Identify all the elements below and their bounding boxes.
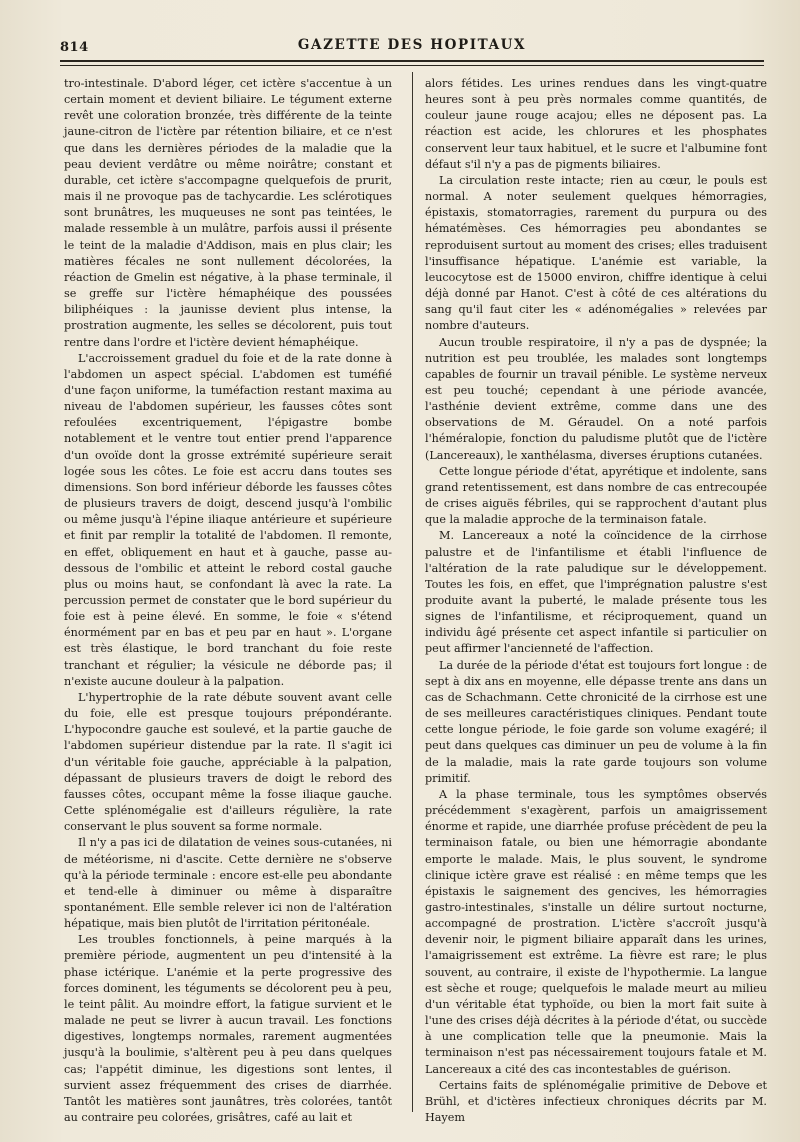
- paragraph: M. Lancereaux a noté la coïncidence de la cirrhose palustre et de l'infantilisme et établi l'influence de l'altération de la rate paludique sur le développement. Toutes les fois, en effet, que l'imprégnation palustre s'est produite avant la puberté, le malade présente tous les signes de l'infantilisme, et réciproquement, quand un individu âgé présente cet aspect infantile si particulier on peut affirmer l'ancienneté de l'affection.: [425, 529, 767, 656]
- paragraph: La circulation reste intacte; rien au cœur, le pouls est normal. A noter seulement quelques hémorragies, épistaxis, stomatorragies, rarement du purpura ou des hématémèses. Ces hémorragies peu abondantes se reproduisent surtout au moment des crises; elles traduisent l'insuffisance hépatique. L'anémie est variable, la leucocytose est de 15000 environ, chiffre identique à celui déjà donné par Hanot. C'est à côté de ces altérations du sang qu'il faut citer les « adénomégalies » relevées par nombre d'auteurs.: [425, 173, 767, 333]
- paragraph: Il n'y a pas ici de dilatation de veines sous-cutanées, ni de météorisme, ni d'ascite. Cette dernière ne s'observe qu'à la période terminale : encore est-elle peu abondante et tend-elle à diminuer ou même à disparaître spontanément. Elle semble relever ici non de l'altération hépatique, mais bien plutôt de l'irritation péritonéale.: [64, 836, 392, 931]
- paragraph: Cette longue période d'état, apyrétique et indolente, sans grand retentissement, est dans nombre de cas entrecoupée de crises aiguës fébriles, qui se rapprochent d'autant plus que la maladie approche de la terminaison fatale.: [425, 464, 767, 527]
- journal-title: GAZETTE DES HOPITAUX: [297, 37, 527, 53]
- header-rule-thin: [60, 65, 764, 66]
- paragraph: Certains faits de splénomégalie primitive de Debove et Brühl, et d'ictères infectieux chroniques décrits par M. Hayem: [425, 1078, 767, 1124]
- paragraph: alors fétides. Les urines rendues dans les vingt-quatre heures sont à peu près normales comme quantités, de couleur jaune rouge acajou; elles ne déposent pas. La réaction est acide, les chlorures et les phosphates conservent leur taux habituel, et le sucre et l'albumine font défaut s'il n'y a pas de pigments biliaires.: [425, 77, 767, 171]
- right-column: [425, 76, 767, 1126]
- paragraph: L'hypertrophie de la rate débute souvent avant celle du foie, elle est presque toujours prépondérante. L'hypocondre gauche est soulevé, et la partie gauche de l'abdomen supérieur distendue par la rate. Il s'agit ici d'un véritable foie gauche, appréciable à la palpation, dépassant de plusieurs travers de doigt le rebord des fausses côtes, occupant même la fosse iliaque gauche. Cette splénomégalie est d'ailleurs régulière, la rate conservant le plus souvent sa forme normale.: [64, 690, 392, 834]
- paragraph: tro-intestinale. D'abord léger, cet ictère s'accentue à un certain moment et devient biliaire. Le tégument externe revêt une coloration bronzée, très différente de la teinte jaune-citron de l'ictère par rétention biliaire, et ce n'est que dans les dernières périodes de la maladie que la peau devient verdâtre ou même noirâtre; constant et durable, cet ictère s'accompagne quelquefois de prurit, mais il ne provoque pas de tachycardie. Les sclérotiques sont brunâtres, les muqueuses ne sont pas teintées, le malade ressemble à un mulâtre, parfois aussi il présente le teint de la maladie d'Addison, mais en plus clair; les matières fécales ne sont nullement décolorées, la réaction de Gmelin est négative, à la phase terminale, il se greffe sur l'ictère hémaphéique des poussées biliphéiques : la jaunisse devient plus intense, la prostration augmente, les selles se décolorent, puis tout rentre dans l'ordre et l'ictère devient hémaphéique.: [64, 77, 392, 349]
- left-column: [64, 76, 392, 1126]
- paragraph: Aucun trouble respiratoire, il n'y a pas de dyspnée; la nutrition est peu troublée, les malades sont longtemps capables de fournir un travail pénible. Le système nerveux est peu touché; cependant à une période avancée, l'asthénie devient extrême, comme dans une des observations de M. Géraudel. On a noté parfois l'héméralopie, fonction du paludisme plutôt que de l'ictère (Lancereaux), le xanthélasma, diverses éruptions cutanées.: [425, 335, 767, 462]
- paragraph: A la phase terminale, tous les symptômes observés précédemment s'exagèrent, parfois un amaigrissement énorme et rapide, une diarrhée profuse précèdent de peu la terminaison fatale, ou bien une hémorragie abondante emporte le malade. Mais, le plus souvent, le syndrome clinique ictère grave est réalisé : en même temps que les épistaxis le saignement des gencives, les hémorragies gastro-intestinales, s'installe un délire surtout nocturne, accompagné de prostration. L'ictère s'accroît jusqu'à devenir noir, le pigment biliaire apparaît dans les urines, l'amaigrissement est extrême. La fièvre est rare; le plus souvent, au contraire, il existe de l'hypothermie. La langue est sèche et rouge; quelquefois le malade meurt au milieu d'un véritable état typhoïde, ou bien la mort fait suite à l'une des crises déjà décrites à la période d'état, ou succède à une complication telle que la pneumonie. Mais la terminaison n'est pas nécessairement toujours fatale et M. Lancereaux a cité des cas incontestables de guérison.: [425, 787, 767, 1076]
- paragraph: L'accroissement graduel du foie et de la rate donne à l'abdomen un aspect spécial. L'abdomen est tuméfié d'une façon uniforme, la tuméfaction restant maxima au niveau de l'abdomen supérieur, les fausses côtes sont refoulées excentriquement, l'épigastre bombe notablement et le ventre tout entier prend l'apparence d'un ovoïde dont la grosse extrémité supérieure serait logée sous les côtes. Le foie est accru dans toutes ses dimensions. Son bord inférieur déborde les fausses côtes de plusieurs travers de doigt, descend jusqu'à l'ombilic ou même jusqu'à l'épine iliaque antérieure et supérieure et finit par remplir la totalité de l'abdomen. Il remonte, en effet, obliquement en haut et à gauche, passe au-dessous de l'ombilic et atteint le rebord costal gauche plus ou moins haut, se confondant là avec la rate. La percussion permet de constater que le bord supérieur du foie est à peine élevé. En somme, le foie « s'étend énormément par en bas et peu par en haut ». L'organe est très élastique, le bord tranchant du foie reste tranchant et régulier; la vésicule ne déborde pas; il n'existe aucune douleur à la palpation.: [64, 351, 392, 688]
- page-header: [60, 34, 764, 58]
- paragraph: Les troubles fonctionnels, à peine marqués à la première période, augmentent un peu d'intensité à la phase ictérique. L'anémie et la perte progressive des forces dominent, les téguments se décolorent peu à peu, le teint pâlit. Au moindre effort, la fatigue survient et le malade ne peut se livrer à aucun travail. Les fonctions digestives, longtemps normales, rarement augmentées jusqu'à la boulimie, s'altèrent peu à peu dans quelques cas; l'appétit diminue, les digestions sont lentes, il survient assez fréquemment des crises de diarrhée. Tantôt les matières sont jaunâtres, très colorées, tantôt au contraire peu colorées, grisâtres, café au lait et: [64, 933, 392, 1124]
- page-number: 814: [60, 40, 89, 55]
- paragraph: La durée de la période d'état est toujours fort longue : de sept à dix ans en moyenne, elle dépasse trente ans dans un cas de Schachmann. Cette chronicité de la cirrhose est une de ses meilleures caractéristiques cliniques. Pendant toute cette longue période, le foie garde son volume exagéré; il peut dans quelques cas diminuer un peu de volume à la fin de la maladie, mais la rate garde toujours son volume primitif.: [425, 658, 767, 785]
- column-divider: [412, 72, 413, 1112]
- header-rule-thick: [60, 60, 764, 62]
